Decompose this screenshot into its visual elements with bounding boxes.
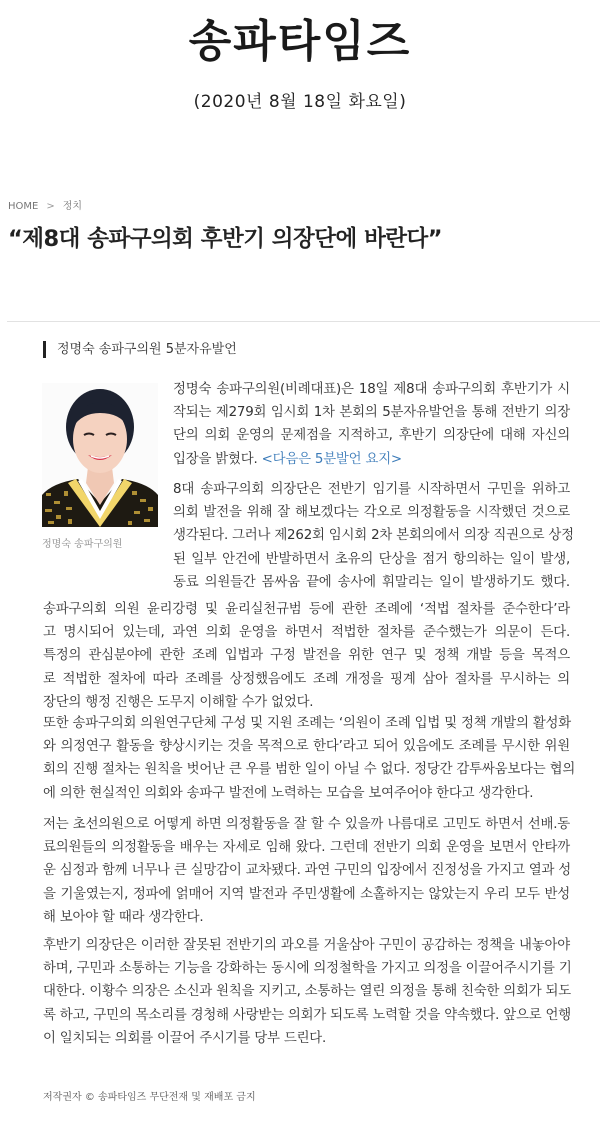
paragraph-line: 입장을 밝혔다. [173,451,262,467]
paragraph-line: 록 하고, 구민의 목소리를 경청해 사랑받는 의회가 되도록 노력할 것을 약속했다. 앞으로 언행 [43,1007,571,1023]
paragraph-line: 와 의정연구 활동을 향상시키는 것을 목적으로 한다’라고 되어 있음에도 조례를 무시한 위원 [43,739,570,755]
article-subhead: 정명숙 송파구의원 5분자유발언 [43,341,237,358]
portrait-photo[interactable] [42,383,158,527]
paragraph-line: 동료 의원들간 몸싸움 끝에 송사에 휘말리는 일이 발생하기도 했다. [173,574,570,590]
paragraph-line: 하며, 구민과 소통하는 기능을 강화하는 동시에 의정철학을 가지고 의정을 이끌어주시기를 기 [43,961,572,977]
breadcrumb-home-link[interactable]: HOME [8,201,39,212]
paragraph-line: 이 일치되는 의회를 이끌어 주시기를 당부 드린다. [43,1030,327,1046]
breadcrumb [8,200,82,214]
paragraph-line: 회의 진행 절차는 원칙을 벗어난 큰 우를 범한 일이 아닐 수 없다. 정당간 감투싸움보다는 협의 [43,762,576,778]
photo-caption: 정명숙 송파구의원 [42,539,123,550]
paragraph-line: 송파구의회 의원 윤리강령 및 윤리실천규범 등에 관한 조례에 ‘적법 절차를 준수한다’라 [43,602,570,617]
paragraph-line: 료의원들의 의정활동을 배우는 자세로 임해 왔다. 그런데 전반기 의회 운영을 보면서 안타까 [43,840,570,856]
paragraph-line: 저는 초선의원으로 어떻게 하면 의정활동을 잘 할 수 있을까 나름대로 고민도 하면서 선배.동 [43,817,570,832]
paragraph-line: 정명숙 송파구의원(비례대표)은 18일 제8대 송파구의회 후반기가 시 [173,382,570,397]
paragraph-line: 운 심정과 함께 너무나 큰 실망감이 교차됐다. 과연 구민의 입장에서 진정성을 가지고 열과 성 [43,863,571,879]
paragraph-line: 또한 송파구의회 의원연구단체 구성 및 지원 조례는 ‘의원이 조례 입법 및 정책 개발의 활성화 [43,716,571,731]
article-paragraph-1 [173,378,570,471]
article-headline: “제8대 송파구의회 후반기 의장단에 바란다” [8,226,443,252]
copyright-notice: 저작권자 © 송파타임즈 무단전재 및 재배포 금지 [43,1092,256,1103]
article-photo-figure [42,383,158,552]
paragraph-line: 을 기울였는지, 정파에 얽매어 지역 발전과 주민생활에 소홀하지는 않았는지 우리 모두 반성 [43,886,570,902]
publication-date: (2020년 8월 18일 화요일) [193,92,407,112]
paragraph-line: 로 적법한 절차에 따라 조례를 상정했음에도 조례 개정을 핑계 삼아 절차를 무시하는 의 [43,671,570,687]
article-paragraph-4 [43,712,576,805]
paragraph-line: 고 명시되어 있는데, 과연 의회 운영을 하면서 적법한 절차를 준수했는가 의문이 든다. [43,625,570,641]
article-paragraph-5 [43,813,570,929]
paragraph-line: 작되는 제279회 임시회 1차 본회의 5분자유발언을 통해 전반기 의장 [173,405,570,421]
paragraph-line: 에 의한 현실적인 의회와 송파구 발전에 노력하는 모습을 보여주어야 한다고 생각한다. [43,785,534,801]
paragraph-line-with-link [173,448,570,471]
header-divider [7,321,600,322]
paragraph-line: 장단의 행정 진행은 도무지 이해할 수가 없었다. [43,694,314,710]
paragraph-line: 특정의 관심분야에 관한 조례 입법과 구정 발전을 위한 연구 및 정책 개발 등을 목적으 [43,648,570,664]
article-paragraph-2 [173,478,574,594]
paragraph-line: 해 보아야 할 때라 생각한다. [43,909,204,925]
paragraph-line: 8대 송파구의회 의장단은 전반기 임기를 시작하면서 구민을 위하고 [173,482,570,497]
speech-summary-link[interactable]: <다음은 5분발언 요지> [261,451,402,467]
paragraph-line: 생각된다. 그러나 제262회 임시회 2차 본회의에서 의장 직권으로 상정 [173,528,574,544]
paragraph-line: 된 일부 안건에 반발하면서 초유의 단상을 점거 항의하는 일이 발생, [173,551,570,567]
paragraph-line: 의회 발전을 위해 잘 해보겠다는 각오로 의정활동을 시작했던 것으로 [173,505,570,521]
article-paragraph-6 [43,934,570,1050]
paragraph-line: 단의 의회 운영의 문제점을 지적하고, 후반기 의장단에 대해 자신의 [173,428,570,444]
portrait-image [42,383,158,527]
article-paragraph-3 [43,598,570,714]
masthead-logo: 송파타임즈 [188,16,412,67]
breadcrumb-section-link[interactable]: 정치 [62,201,83,212]
paragraph-line: 후반기 의장단은 이러한 잘못된 전반기의 과오를 거울삼아 구민이 공감하는 정책을 내놓아야 [43,938,570,953]
chevron-right-icon: > [46,201,55,212]
paragraph-line: 대한다. 이황수 의장은 소신과 원칙을 지키고, 소통하는 열린 의정을 통해 친숙한 의회가 되도 [43,984,571,1000]
